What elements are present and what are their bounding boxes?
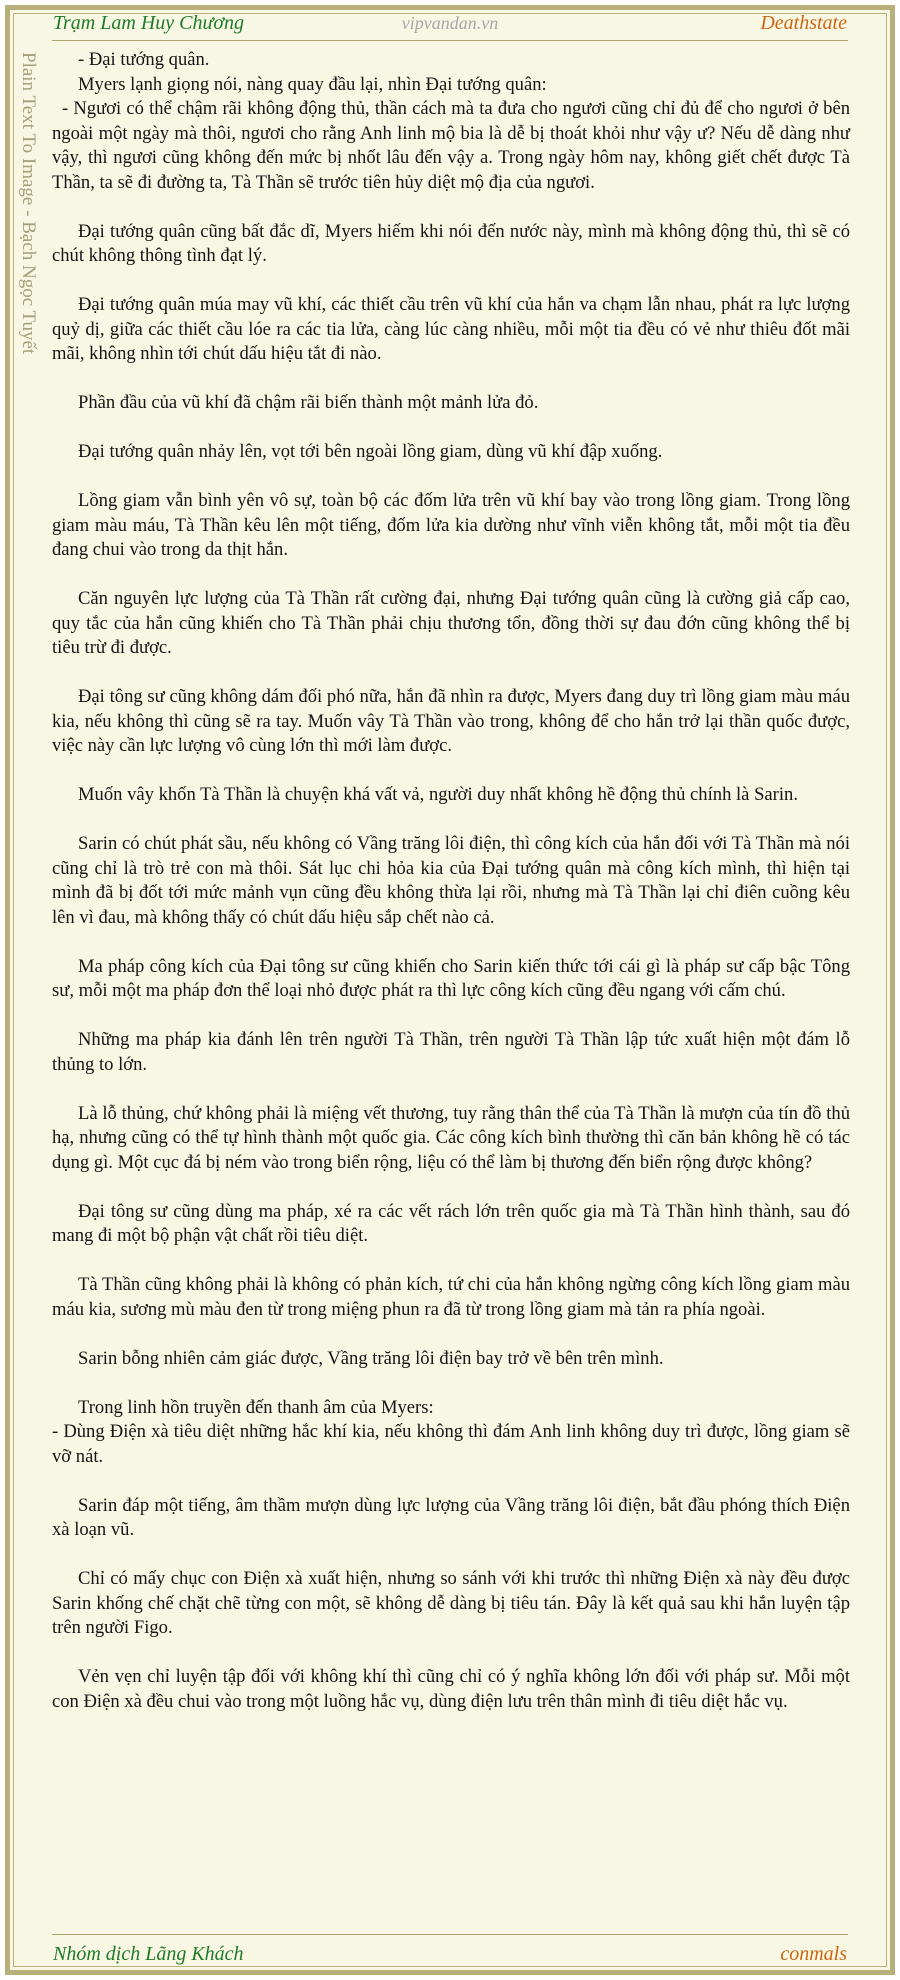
paragraph: Sarin bỗng nhiên cảm giác được, Vầng trăng lôi điện bay trở về bên trên mình.	[78, 1347, 664, 1369]
paragraph: Sarin có chút phát sầu, nếu không có Vầng trăng lôi điện, thì công kích của hắn đối với Tà Thần mà nói cũng chỉ là trò trẻ con mà thôi. Sát lục chi hỏa kia của Đại tướng quân mà công kích mình, thì hiện tại mình đã bị đốt tới mức mảnh vụn cũng đều không thừa lại rồi, nhưng mà Tà Thần lại chỉ điên cuồng kêu lên vì đau, mà không thấy có chút dấu hiệu sắp chết nào cả.	[52, 833, 850, 928]
paragraph: Tà Thần cũng không phải là không có phản kích, tứ chi của hắn không ngừng công kích lồng giam màu máu kia, sương mù màu đen từ trong miệng phun ra đã từ trong lồng giam mà tản ra phía ngoài.	[52, 1274, 850, 1320]
paragraph	[52, 48, 850, 195]
paragraph: Đại tướng quân cũng bất đắc dĩ, Myers hiếm khi nói đến nước này, mình mà không động thủ, thì sẽ có chút không thông tình đạt lý.	[52, 220, 850, 266]
paragraph: Đại tông sư cũng dùng ma pháp, xé ra các vết rách lớn trên quốc gia mà Tà Thần hình thành, sau đó mang đi một bộ phận vật chất rồi tiêu diệt.	[52, 1200, 850, 1246]
header-site-name: vipvandan.vn	[401, 13, 499, 33]
paragraph: Là lỗ thủng, chứ không phải là miệng vết thương, tuy rằng thân thể của Tà Thần là mượn của tín đồ thủ hạ, nhưng cũng có thể tự hình thành một quốc gia. Các công kích bình thường thì căn bản không hề có tác dụng gì. Một cục đá bị ném vào trong biển rộng, liệu có thể làm bị thương đến biển rộng được không?	[52, 1102, 850, 1173]
paragraph: Đại tướng quân nhảy lên, vọt tới bên ngoài lồng giam, dùng vũ khí đập xuống.	[78, 441, 663, 462]
paragraph: Những ma pháp kia đánh lên trên người Tà Thần, trên người Tà Thần lập tức xuất hiện một đám lỗ thủng to lớn.	[52, 1029, 850, 1075]
document-body	[52, 48, 850, 1739]
paragraph: Sarin đáp một tiếng, âm thầm mượn dùng lực lượng của Vầng trăng lôi điện, bắt đầu phóng thích Điện xà loạn vũ.	[52, 1494, 850, 1540]
footer-editor-name: conmals	[780, 1943, 847, 1965]
paragraph: Chỉ có mấy chục con Điện xà xuất hiện, nhưng so sánh với khi trước thì những Điện xà này đều được Sarin khống chế chặt chẽ từng con một, sẽ không dễ dàng bị tiêu tán. Đây là kết quả sau khi hắn luyện tập trên người Figo.	[52, 1568, 850, 1638]
dialogue-line: - Đại tướng quân.	[78, 49, 210, 70]
dialogue-line: - Dùng Điện xà tiêu diệt những hắc khí kia, nếu không thì đám Anh linh không duy trì được, lồng giam sẽ vỡ nát.	[52, 1421, 850, 1467]
header-left-title: Trạm Lam Huy Chương	[53, 12, 245, 34]
paragraph	[52, 1396, 850, 1470]
dialogue-line: - Ngươi có thể chậm rãi không động thủ, thần cách mà ta đưa cho ngươi cũng chỉ đủ để cho ngươi ở bên ngoài một ngày mà thôi, ngươi cho rằng Anh linh mộ bia là dễ bị thoát khỏi như vậy ư? Nếu dễ dàng như vậy, thì ngươi cũng không đến mức bị nhốt lâu đến vậy a. Trong ngày hôm nay, không giết chết được Tà Thần, ta sẽ đi đường ta, Tà Thần sẽ trước tiên hủy diệt mộ địa của ngươi.	[52, 98, 850, 193]
paragraph: Căn nguyên lực lượng của Tà Thần rất cường đại, nhưng Đại tướng quân cũng là cường giả cấp cao, quy tắc của hắn cũng khiến cho Tà Thần phải chịu thương tổn, đồng thời sự đau đớn cũng không thể bị tiêu trừ đi được.	[52, 588, 850, 658]
paragraph: Đại tông sư cũng không dám đối phó nữa, hắn đã nhìn ra được, Myers đang duy trì lồng giam màu máu kia, nếu không thì cũng sẽ ra tay. Muốn vây Tà Thần vào trong, không để cho hắn trở lại thần quốc được, việc này cần lực lượng vô cùng lớn thì mới làm được.	[52, 686, 850, 756]
paragraph: Lồng giam vẫn bình yên vô sự, toàn bộ các đốm lửa trên vũ khí bay vào trong lồng giam. Trong lồng giam màu máu, Tà Thần kêu lên một tiếng, đốm lửa kia dường như vĩnh viễn không tắt, mỗi một tia đều đang chui vào trong da thịt hắn.	[52, 490, 850, 560]
paragraph: Vẻn vẹn chỉ luyện tập đối với không khí thì cũng chỉ có ý nghĩa không lớn đối với pháp sư. Mỗi một con Điện xà đều chui vào trong một luồng hắc vụ, dùng điện lưu trên thân mình đi tiêu diệt hắc vụ.	[52, 1666, 850, 1712]
narration-line: Myers lạnh giọng nói, nàng quay đầu lại, nhìn Đại tướng quân:	[78, 73, 547, 95]
narration-line: Trong linh hồn truyền đến thanh âm của Myers:	[78, 1396, 434, 1418]
footer-translator-group: Nhóm dịch Lãng Khách	[53, 1943, 244, 1965]
page-footer	[52, 1934, 848, 1967]
sidebar-vertical-text: Plain Text To Image - Bạch Ngọc Tuyết	[18, 52, 39, 355]
paragraph: Phần đầu của vũ khí đã chậm rãi biến thành một mảnh lửa đỏ.	[78, 392, 539, 413]
paragraph: Ma pháp công kích của Đại tông sư cũng khiến cho Sarin kiến thức tới cái gì là pháp sư cấp bậc Tông sư, mỗi một ma pháp đơn thể loại nhỏ được phát ra thì lực công kích cũng đều ngang với cấm chú.	[52, 955, 850, 1001]
header-right-title: Deathstate	[760, 12, 847, 34]
paragraph: Đại tướng quân múa may vũ khí, các thiết cầu trên vũ khí của hắn va chạm lẫn nhau, phát ra lực lượng quỷ dị, giữa các thiết cầu lóe ra các tia lửa, càng lúc càng nhiều, mỗi một tia đều có vẻ như thiêu đốt mãi mãi, không nhìn tới chút dấu hiệu tắt đi nào.	[52, 294, 850, 364]
page-header	[52, 10, 848, 41]
sidebar-vertical-caption	[12, 52, 42, 412]
paragraph: Muốn vây khốn Tà Thần là chuyện khá vất vả, người duy nhất không hề động thủ chính là Sarin.	[78, 784, 798, 805]
